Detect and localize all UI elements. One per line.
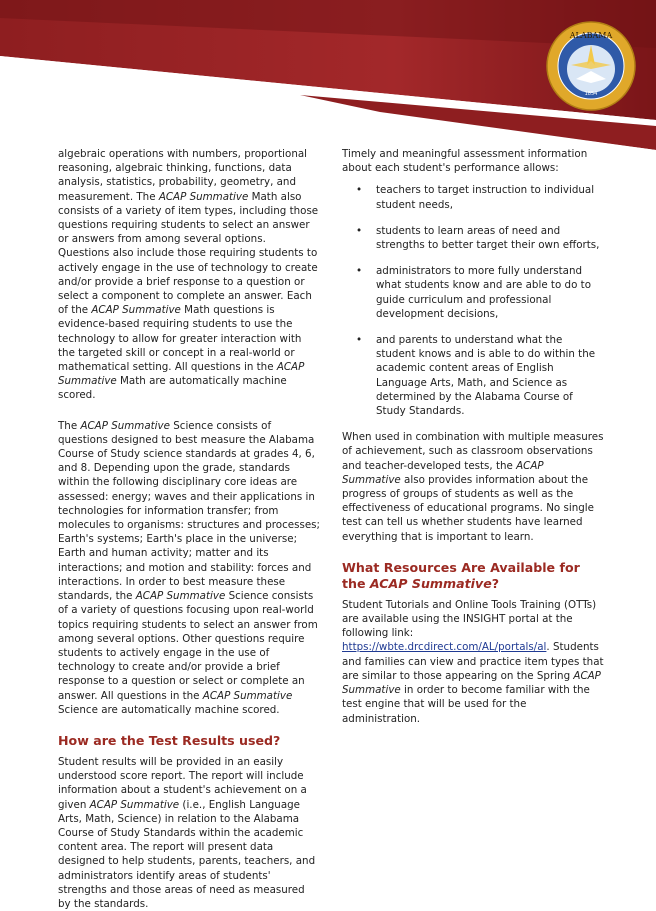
math-paragraph bbox=[58, 147, 320, 403]
text-run: Timely and meaningful assessment information about each student's performance allows: bbox=[342, 148, 588, 175]
italic-term: ACAP Summative bbox=[80, 419, 170, 432]
italic-term: ACAP Summative bbox=[202, 689, 293, 702]
italic-term: ACAP Summative bbox=[135, 590, 226, 603]
text-run: ? bbox=[491, 575, 500, 591]
italic-term: ACAP Summative bbox=[342, 669, 601, 697]
italic-term: ACAP Summative bbox=[158, 190, 249, 203]
text-run: Math also consists of a variety of item types, including those questions requiring students to select an answer or answers from among several options. Questions also include those requiring students to actively engage in the use of technology to create and/or provide a brief response to a question or select a component to complete an answer. Each of the bbox=[58, 190, 319, 317]
state-seal-logo bbox=[546, 21, 636, 111]
text-run: . Students and families can view and practice item types that are similar to those appearing on the Spring bbox=[342, 641, 604, 682]
text-run: When used in combination with multiple measures of achievement, such as classroom observations and teacher-developed tests, the bbox=[342, 431, 604, 472]
svg-text:1854: 1854 bbox=[584, 91, 598, 97]
list-item bbox=[342, 333, 604, 418]
svg-text:ALABAMA: ALABAMA bbox=[569, 31, 613, 40]
text-run: Science are automatically machine scored. bbox=[58, 703, 280, 716]
science-paragraph bbox=[58, 419, 320, 717]
text-run: and parents to understand what the student knows and is able to do within the academic content areas of English Language Arts, Math, and Science as determined by the Alabama Course of Study Standards. bbox=[376, 334, 596, 418]
italic-term: ACAP Summative bbox=[369, 575, 492, 591]
text-run: What Resources Are Available for the bbox=[342, 559, 580, 591]
right-column bbox=[342, 147, 604, 726]
heading-test-results: How are the Test Results used? bbox=[58, 732, 281, 748]
assessment-intro bbox=[342, 147, 604, 175]
text-run: Math questions is evidence-based requiring students to use the technology to allow for greater interaction with the targeted skill or concept in a real-world or mathematical setting. All questions in the bbox=[58, 304, 302, 374]
italic-term: ACAP Summative bbox=[91, 304, 181, 317]
italic-term: ACAP Summative bbox=[89, 798, 180, 811]
text-run: Student Tutorials and Online Tools Training (OTTs) are available using the INSIGHT portal at the following link: bbox=[342, 598, 597, 640]
text-run: in order to become familiar with the test engine that will be used for the administration. bbox=[342, 684, 590, 725]
italic-term: ACAP Summative bbox=[342, 459, 544, 486]
text-run: administrators to more fully understand what students know and are able to do to guide curriculum and professional development decisions, bbox=[376, 265, 591, 320]
benefits-list bbox=[342, 183, 604, 418]
list-item bbox=[342, 183, 604, 211]
text-run: algebraic operations with numbers, proportional reasoning, algebraic thinking, functions, data analysis, statistics, probability, geometry, and measurement. The bbox=[58, 148, 308, 203]
italic-term: ACAP Summative bbox=[58, 361, 305, 388]
text-run: The bbox=[58, 419, 81, 432]
list-item bbox=[342, 224, 604, 252]
combination-paragraph bbox=[342, 430, 604, 544]
text-run: Math are automatically machine scored. bbox=[58, 375, 287, 402]
left-column bbox=[58, 147, 320, 911]
text-run: teachers to target instruction to individual student needs, bbox=[376, 184, 595, 211]
portal-link[interactable]: https://wbte.drcdirect.com/AL/portals/al bbox=[342, 641, 547, 654]
results-paragraph bbox=[58, 755, 320, 911]
text-run: students to learn areas of need and strengths to better target their own efforts, bbox=[376, 224, 600, 252]
resources-paragraph bbox=[342, 598, 604, 726]
text-run: Student results will be provided in an easily understood score report. The report will include information about a student's achievement on a given bbox=[58, 755, 307, 811]
list-item bbox=[342, 264, 604, 321]
text-run: also provides information about the progress of groups of students as well as the effectiveness of educational programs. No single test can tell us whether students have learned everything that is important to learn. bbox=[342, 473, 594, 543]
text-run: (i.e., English Language Arts, Math, Science) in relation to the Alabama Course of Study Standards within the academic content area. The report will present data designed to help students, parents, teachers, and administrators identify areas of students' strengths and those areas of need as measured by the standards. bbox=[58, 798, 316, 910]
text-run: Science consists of questions designed to best measure the Alabama Course of Study science standards at grades 4, 6, and 8. Depending upon the grade, standards within the following disciplinary core ideas are assessed: energy; waves and their applications in technologies for information transfer; from molecules to organisms: structures and processes; Earth's systems; Earth's place in the universe; Earth and human activity; matter and its interactions; and motion and stability: forces and interactions. In order to best measure these standards, the bbox=[58, 419, 320, 603]
heading-resources bbox=[342, 560, 604, 592]
text-run: Science consists of a variety of questions focusing upon real-world topics requiring students to select an answer from among several options. Other questions require students to actively engage in the use of technology to create and/or provide a brief response to a question or select or complete an answer. All questions in the bbox=[58, 590, 318, 702]
